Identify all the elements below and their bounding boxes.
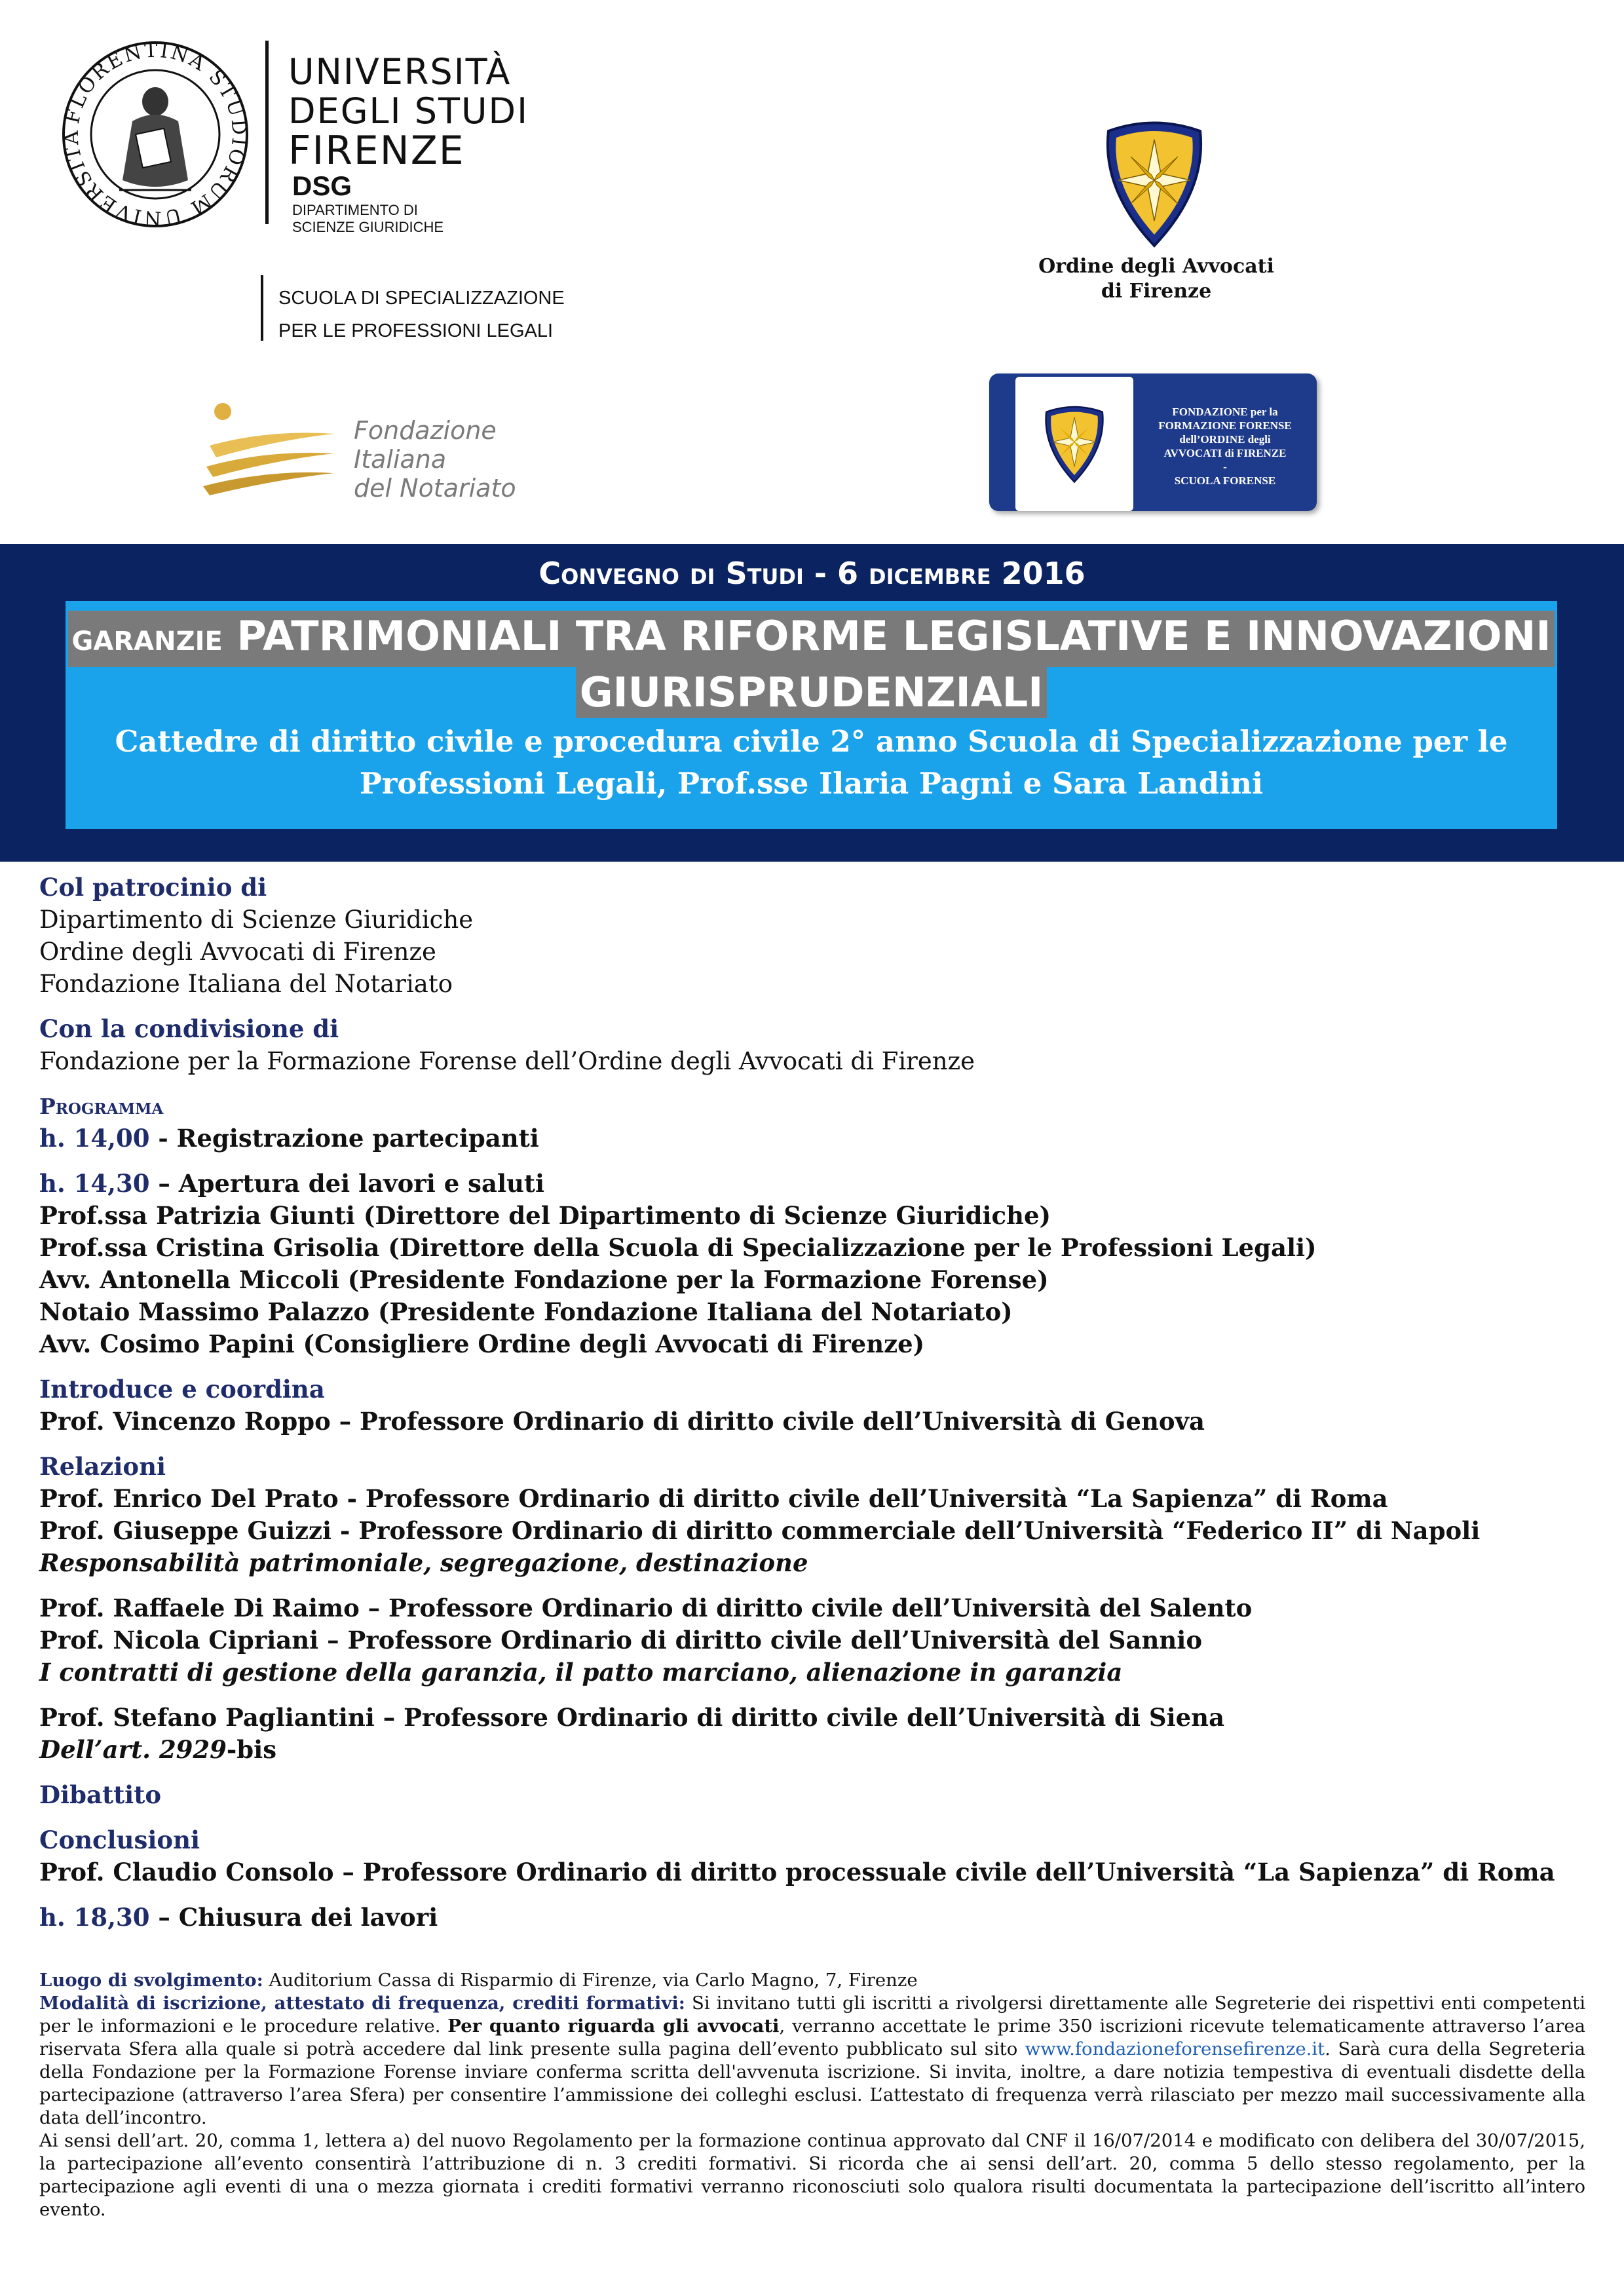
fondazione-line-3: dell’ORDINE degli (1179, 433, 1271, 446)
ordine-line-2: di Firenze (1101, 280, 1212, 303)
notariato-line-2: Italiana (354, 445, 447, 474)
ordine-line-1: Ordine degli Avvocati (1038, 255, 1274, 278)
saluto-item: Prof.ssa Patrizia Giunti (Direttore del Dipartimento di Scienze Giuridiche) (39, 1201, 1051, 1230)
scuola-line-2: PER LE PROFESSIONI LEGALI (278, 320, 554, 341)
fondazione-line-6: SCUOLA FORENSE (1174, 474, 1276, 487)
luogo-label: Luogo di svolgimento: (39, 1970, 263, 1991)
convegno-label: Convegno di Studi (538, 556, 804, 591)
programma-heading: Programma (39, 1094, 164, 1119)
registration-text: - Registrazione partecipanti (149, 1124, 539, 1153)
dsg-sub-line-2: SCIENZE GIURIDICHE (292, 219, 444, 235)
opening-time: h. 14,30 (39, 1169, 150, 1198)
university-seal-logo (60, 39, 250, 229)
scuola-label (278, 282, 565, 347)
fondazione-line-4: AVVOCATI di FIRENZE (1163, 447, 1287, 459)
patrocinio-item: Ordine degli Avvocati di Firenze (39, 938, 436, 966)
fondazione-line-5: - (1223, 461, 1227, 473)
conclusioni-speaker: Prof. Claudio Consolo – Professore Ordinario di diritto processuale civile dell’Università “La Sapienza” di Roma (39, 1858, 1555, 1886)
closing-text: – Chiusura dei lavori (149, 1903, 438, 1932)
notariato-label (354, 416, 516, 503)
notariato-swoosh-logo (197, 393, 341, 498)
footer-info (39, 1969, 1585, 2221)
title-line-2: GIURISPRUDENZIALI (576, 667, 1048, 718)
relazione-speaker: Prof. Enrico Del Prato - Professore Ordinario di diritto civile dell’Università “La Sapienza” di Roma (39, 1484, 1388, 1513)
fondazione-shield-logo (1038, 400, 1110, 488)
relazione-speaker: Prof. Nicola Cipriani – Professore Ordinario di diritto civile dell’Università del Sannio (39, 1626, 1203, 1655)
title-line-1 (68, 611, 1555, 667)
dsg-subtitle (292, 202, 444, 236)
condivisione-item: Fondazione per la Formazione Forense dell’Ordine degli Avvocati di Firenze (39, 1047, 975, 1075)
dibattito-heading: Dibattito (39, 1780, 161, 1809)
relazione-topic: Dell’art. 2929 (39, 1735, 227, 1764)
relazione-speaker: Prof. Stefano Pagliantini – Professore Ordinario di diritto civile dell’Università di Siena (39, 1703, 1225, 1732)
modalita-text: Si invitano tutti gli iscritti a rivolgersi direttamente alle Segreterie dei rispettivi enti competenti per le informazioni e le procedure relative. (39, 1993, 1586, 2037)
relazioni-heading: Relazioni (39, 1452, 166, 1481)
fondazione-website-link[interactable]: www.fondazioneforensefirenze.it (1025, 2038, 1325, 2059)
event-date: - 6 dicembre 2016 (814, 556, 1086, 591)
scuola-divider (261, 275, 263, 341)
saluto-item: Prof.ssa Cristina Grisolia (Direttore della Scuola di Specializzazione per le Professioni Legali) (39, 1233, 1317, 1262)
luogo-text: Auditorium Cassa di Risparmio di Firenze, via Carlo Magno, 7, Firenze (263, 1970, 918, 1991)
subtitle-line-1: Cattedre di diritto civile e procedura civile 2° anno Scuola di Specializzazione per le (115, 724, 1508, 759)
program-content (39, 871, 1585, 1934)
patrocinio-item: Dipartimento di Scienze Giuridiche (39, 906, 474, 934)
conclusioni-heading: Conclusioni (39, 1826, 200, 1854)
iscrizione-text: . Sarà cura della Segreteria della Fondazione per la Formazione Forense inviare conferma scritta dell'avvenuta iscrizione. Si invita, inoltre, a dare notizia tempestiva di eventuali disdette della partecipazione (attraverso l’area Sfera) per consentire l’ammissione dei colleghi esclusi. L’attestato di frequenza verrà rilasciato per mezzo mail successivamente alla data dell’incontro. (39, 2038, 1585, 2128)
university-line-2: DEGLI STUDI (288, 90, 529, 132)
ordine-shield-logo (1095, 118, 1213, 249)
saluto-item: Notaio Massimo Palazzo (Presidente Fondazione Italiana del Notariato) (39, 1297, 1013, 1326)
event-title (66, 611, 1557, 718)
registration-time: h. 14,00 (39, 1124, 150, 1153)
modalita-label: Modalità di iscrizione, attestato di frequenza, crediti formativi: (39, 1993, 685, 2014)
relazione-topic: Responsabilità patrimoniale, segregazione, destinazione (39, 1548, 808, 1577)
saluto-item: Avv. Cosimo Papini (Consigliere Ordine degli Avvocati di Firenze) (39, 1330, 925, 1358)
subtitle-line-2: Professioni Legali, Prof.sse Ilaria Pagni e Sara Landini (359, 766, 1264, 801)
relazione-speaker: Prof. Giuseppe Guizzi - Professore Ordinario di diritto commerciale dell’Università “Federico II” di Napoli (39, 1516, 1481, 1545)
relazione-speaker: Prof. Raffaele Di Raimo – Professore Ordinario di diritto civile dell’Università del Salento (39, 1594, 1253, 1622)
fondazione-line-2: FORMAZIONE FORENSE (1158, 419, 1292, 432)
introduce-speaker: Prof. Vincenzo Roppo – Professore Ordinario di diritto civile dell’Università di Genova (39, 1407, 1205, 1436)
university-line-3: FIRENZE (288, 128, 465, 174)
event-heading (0, 556, 1624, 591)
university-divider (265, 41, 269, 224)
relazione-topic-tail: -bis (226, 1735, 277, 1764)
avvocati-label: Per quanto riguarda gli avvocati (447, 2016, 780, 2037)
crediti-text: Ai sensi dell’art. 20, comma 1, lettera a) del nuovo Regolamento per la formazione continua approvato dal CNF il 16/07/2014 e modificato con delibera del 30/07/2015, la partecipazione all’evento consentirà l’attribuzione di n. 3 crediti formativi. Si ricorda che ai sensi dell’art. 20, comma 5 dello stesso regolamento, per la partecipazione agli eventi di una o mezza giornata i crediti formativi verranno riconosciuti solo qualora risulti documentata la partecipazione dell’iscritto all’intero evento. (39, 2130, 1585, 2220)
title-rest: PATRIMONIALI TRA RIFORME LEGISLATIVE E INNOVAZIONI (236, 612, 1551, 660)
ordine-label (1022, 254, 1291, 304)
saluto-item: Avv. Antonella Miccoli (Presidente Fondazione per la Formazione Forense) (39, 1265, 1049, 1294)
fondazione-line-1: FONDAZIONE per la (1172, 406, 1278, 418)
dsg-acronym: DSG (292, 170, 352, 201)
patrocinio-heading: Col patrocinio di (39, 873, 267, 902)
dsg-sub-line-1: DIPARTIMENTO DI (292, 202, 418, 218)
avvocati-text: , verranno accettate le prime 350 iscrizioni ricevute telematicamente attraverso l’area riservata Sfera alla quale si potrà accedere dal link presente sulla pagina dell’evento pubblicato sul sito (39, 2016, 1585, 2059)
seal-text: FLORENTINA STUDIORUM UNIVERSITA (60, 39, 250, 229)
condivisione-heading: Con la condivisione di (39, 1014, 339, 1043)
scuola-line-1: SCUOLA DI SPECIALIZZAZIONE (278, 288, 565, 309)
opening-text: – Apertura dei lavori e saluti (149, 1169, 545, 1198)
notariato-line-1: Fondazione (354, 416, 497, 445)
event-subtitle (66, 721, 1557, 805)
university-name (288, 51, 529, 174)
patrocinio-item: Fondazione Italiana del Notariato (39, 970, 453, 998)
notariato-line-3: del Notariato (354, 474, 516, 503)
introduce-heading: Introduce e coordina (39, 1375, 325, 1404)
university-line-1: UNIVERSITÀ (288, 51, 512, 92)
closing-time: h. 18,30 (39, 1903, 150, 1932)
relazione-topic: I contratti di gestione della garanzia, il patto marciano, alienazione in garanzia (39, 1658, 1123, 1687)
title-prefix: GARANZIE (71, 626, 223, 657)
fondazione-label (1140, 405, 1310, 488)
